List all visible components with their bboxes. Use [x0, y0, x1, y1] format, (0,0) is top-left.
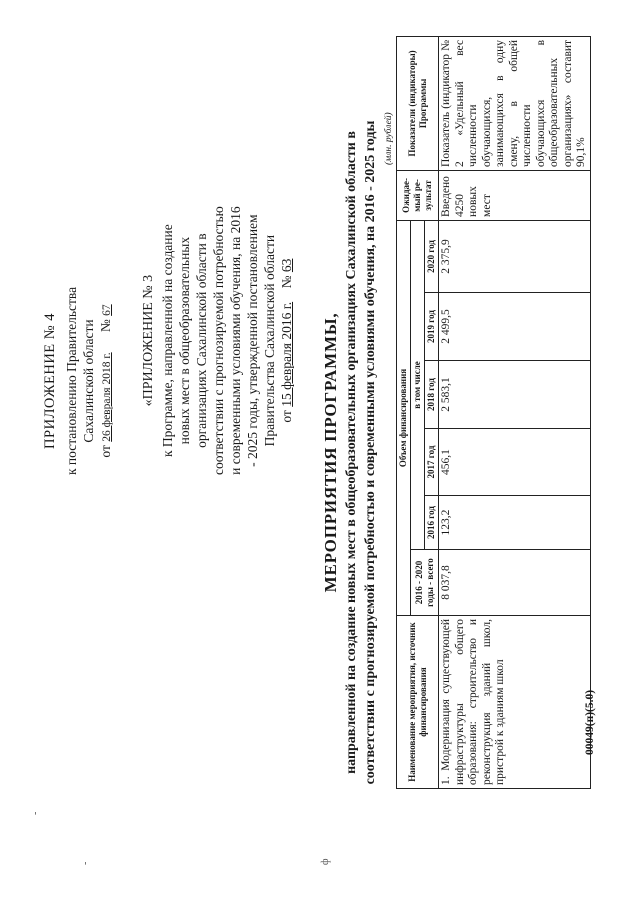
cell-total: 8 037,8	[439, 550, 591, 616]
cell-2018: 2 583,1	[439, 361, 591, 429]
header-total: 2016 - 2020 годы - всего	[411, 550, 439, 616]
margin-mark: -	[80, 861, 91, 865]
appendix-4-block	[42, 287, 116, 475]
appendix-3-date-prefix: от	[279, 410, 294, 423]
header-funding: Объем финансирования	[397, 220, 411, 615]
cell-2017: 456,1	[439, 429, 591, 496]
cell-expected: Введено 4250 новых мест	[439, 170, 591, 220]
appendix-3-line: Правительства Сахалинской области	[262, 234, 277, 447]
appendix-4-date-prefix: от	[98, 445, 113, 458]
footer-code: 00049(п)(5.0)	[584, 689, 596, 755]
table-row	[439, 36, 591, 788]
appendix-4-title: ПРИЛОЖЕНИЕ № 4	[42, 313, 58, 449]
appendix-4-number: 67	[101, 304, 113, 316]
measures-table	[396, 36, 591, 789]
margin-mark: -	[30, 811, 41, 815]
appendix-3-title: «ПРИЛОЖЕНИЕ № 3	[141, 274, 156, 407]
header-year-2017: 2017 год	[425, 429, 439, 496]
header-expected: Ожидае- мый ре- зультат	[397, 170, 439, 220]
page-title: МЕРОПРИЯТИЯ ПРОГРАММЫ,	[321, 312, 340, 593]
header-including: в том числе	[411, 220, 425, 549]
appendix-4-date-line	[97, 287, 116, 475]
header-name: Наименование мероприятия, источник финансирования	[397, 616, 439, 789]
header-year-2018: 2018 год	[425, 361, 439, 429]
cell-2016: 123,2	[439, 496, 591, 550]
appendix-4-line1: к постановлению Правительства	[64, 286, 79, 475]
appendix-3-date-line	[278, 206, 295, 475]
appendix-3-block	[140, 206, 295, 475]
cell-2019: 2 499,5	[439, 293, 591, 361]
page-subtitle-line1: направленной на создание новых мест в общеобразовательных организациях Сахалинской области в	[344, 131, 359, 774]
page-subtitle-line2: соответствии с прогнозируемой потребностью и современными условиями обучения, на 2016 - 2025 годы	[363, 120, 378, 785]
appendix-3-line: организациях Сахалинской области в	[194, 233, 209, 448]
appendix-4-number-prefix: №	[98, 319, 113, 333]
appendix-4-date: 26 февраля 2018 г.	[101, 352, 113, 442]
appendix-3-line: к Программе, направленной на создание	[160, 224, 175, 457]
appendix-3-number-prefix: №	[279, 275, 294, 289]
header-year-2016: 2016 год	[425, 496, 439, 550]
cell-indicator: Показатель (индикатор № 2 «Удельный вес численности обучающихся, занимающихся в одну смену, в общей численности обучающихся в общеобразовательных организациях» составит 90,1%	[439, 36, 591, 170]
appendix-3-line: и современными условиями обучения, на 2016	[228, 206, 243, 475]
header-year-2020: 2020 год	[425, 220, 439, 292]
margin-mark: ф	[320, 858, 331, 865]
units-note: (млн. рублей)	[384, 112, 394, 165]
cell-2020: 2 375,9	[439, 220, 591, 292]
cell-measure-name: 1. Модернизация существующей инфраструктуры общего образования: строительство и реконструкция зданий школ, пристрой к зданиям школ	[439, 616, 591, 789]
appendix-3-line: - 2025 годы, утвержденной постановлением	[245, 214, 260, 467]
appendix-3-number: 63	[279, 258, 294, 273]
appendix-3-line: соответствии с прогнозируемой потребностью	[211, 206, 226, 475]
main-title-block	[320, 50, 380, 855]
header-year-2019: 2019 год	[425, 293, 439, 361]
appendix-3-date: 15 февраля 2016 г.	[279, 301, 294, 407]
header-indicators: Показатели (индикаторы) Программы	[397, 36, 439, 170]
appendix-3-line: новых мест в общеобразовательных	[177, 236, 192, 445]
appendix-4-line2: Сахалинской области	[81, 319, 96, 443]
